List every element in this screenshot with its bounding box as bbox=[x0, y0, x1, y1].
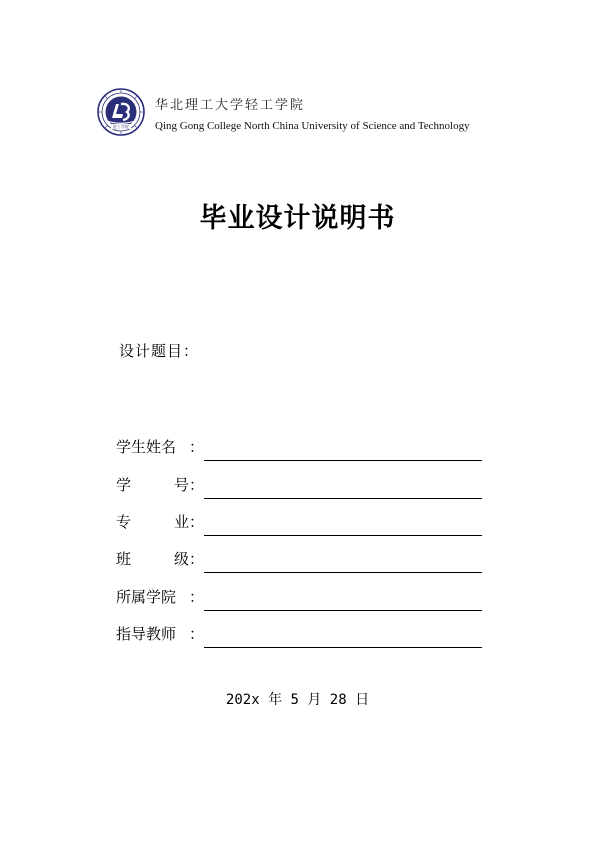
field-label-right: ： bbox=[188, 588, 204, 606]
field-class bbox=[116, 548, 486, 578]
class-line[interactable] bbox=[204, 572, 482, 573]
field-label-left: 指导教师 bbox=[116, 625, 177, 643]
field-label-right: 级： bbox=[173, 550, 204, 568]
field-major bbox=[116, 511, 486, 541]
design-topic-label: 设计题目： bbox=[119, 342, 200, 360]
document-title: 毕业设计说明书 bbox=[199, 203, 396, 234]
student-name-line[interactable] bbox=[204, 460, 482, 461]
field-label-right: ： bbox=[188, 438, 204, 456]
field-student-name bbox=[116, 436, 486, 466]
logo-text: 轻工学院 bbox=[113, 124, 129, 130]
school-name-en: Qing Gong College North China University of Science and Technology bbox=[155, 120, 470, 132]
submission-date: 202x 年 5 月 28 日 bbox=[225, 692, 370, 708]
school-logo-icon bbox=[97, 88, 145, 136]
school-name-cn: 华北理工大学轻工学院 bbox=[155, 98, 306, 113]
field-label bbox=[116, 548, 204, 569]
field-label bbox=[116, 436, 204, 457]
advisor-line[interactable] bbox=[204, 647, 482, 648]
field-label-left: 班 bbox=[116, 550, 132, 568]
major-line[interactable] bbox=[204, 535, 482, 536]
field-label-left: 所属学院 bbox=[116, 588, 177, 606]
field-advisor bbox=[116, 623, 486, 653]
field-label-left: 专 bbox=[116, 513, 132, 531]
field-student-id bbox=[116, 474, 486, 504]
field-label-right: 号： bbox=[173, 476, 204, 494]
field-label-left: 学生姓名 bbox=[116, 438, 177, 456]
college-line[interactable] bbox=[204, 610, 482, 611]
field-label-right: 业： bbox=[173, 513, 204, 531]
student-id-line[interactable] bbox=[204, 498, 482, 499]
field-label bbox=[116, 586, 204, 607]
field-label bbox=[116, 474, 204, 495]
field-label bbox=[116, 623, 204, 644]
field-college bbox=[116, 586, 486, 616]
field-label-right: ： bbox=[188, 625, 204, 643]
field-label bbox=[116, 511, 204, 532]
field-label-left: 学 bbox=[116, 476, 132, 494]
